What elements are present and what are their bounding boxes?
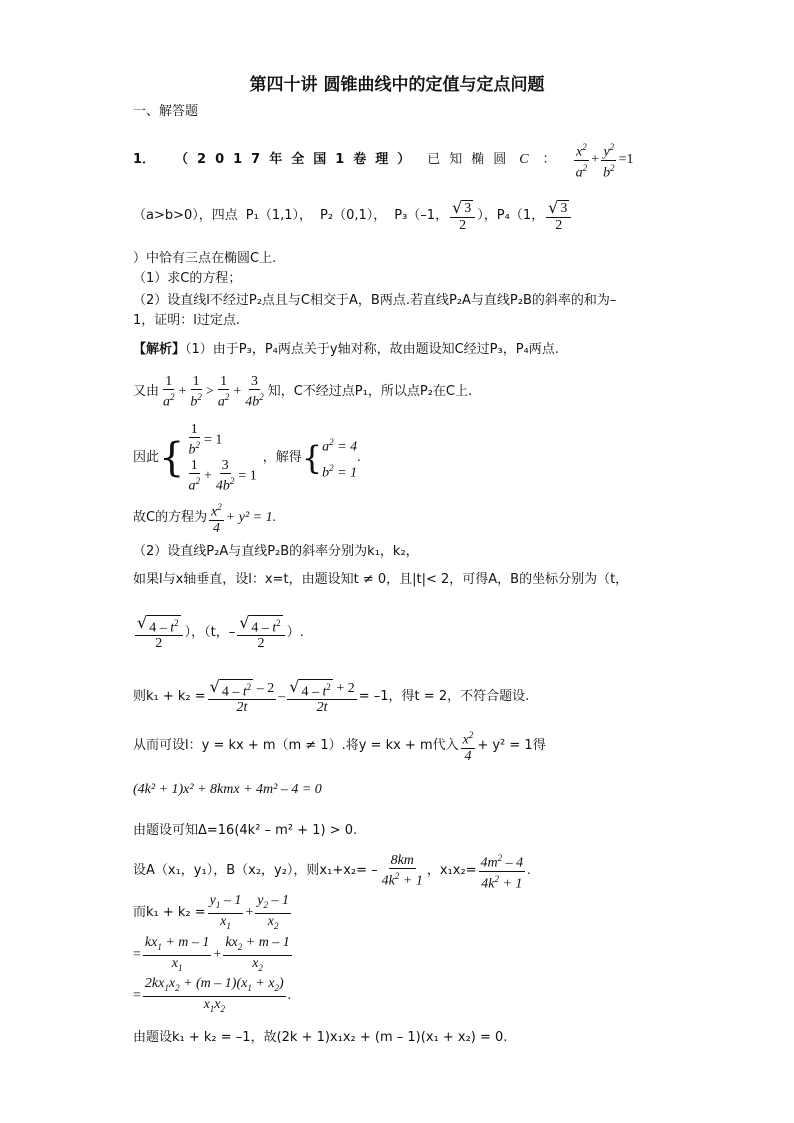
solution-line-5: （2）设直线P₂A与直线P₂B的斜率分别为k₁，k₂， [133, 544, 419, 559]
solution-line-9: 从而可设l：y = kx + m（m ≠ 1）.将y = kx + m代入 $\frac{x^2}{4}$ + y² = 1得 [133, 730, 546, 764]
fraction-x2-a2: $\frac{x^2}{a^2}$ [575, 141, 588, 181]
solution-head: 【解析】 [133, 342, 186, 357]
solution-line-3: 因此 { $\frac{1}{b^2}$ = 1 $\frac{1}{a^2}$ + $\frac{3}{4b^2}$ = 1 ，解得 { $a^2 = 4$ $b^2 = 1$ . [133, 422, 361, 494]
solution-line-4: 故C的方程为 $\frac{x^2}{4}$ + y² = 1. [133, 502, 277, 536]
problem-source: （2017年全国1卷理） [175, 152, 420, 167]
question-2b: 1，证明：l过定点. [133, 313, 241, 328]
problem-number: 1． [133, 152, 156, 167]
fraction-sqrt3-2-b: √ 3 2 [546, 200, 571, 233]
solution-line-12: 设A（x₁，y₁），B（x₂，y₂），则x₁+x₂= – $\frac{8km}{4k^2 + 1}$ ，x₁x₂= $\frac{4m^2 - 4}{4k^2 + 1}$ . [133, 852, 531, 892]
condition-text: （a>b>0），四点 [133, 208, 238, 223]
solution-line-16: 由题设k₁ + k₂ = –1，故(2k + 1)x₁x₂ + (m – 1)(x₁ + x₂) = 0. [133, 1030, 508, 1045]
solution-line-10: (4k² + 1)x² + 8kmx + 4m² – 4 = 0 [133, 782, 322, 797]
question-2a: （2）设直线l不经过P₂点且与C相交于A，B两点.若直线P₂A与直线P₂B的斜率的和为– [133, 293, 617, 308]
point-p2: P₂（0,1）， [320, 208, 387, 223]
problem-line-3: ）中恰有三点在椭圆C上. [133, 251, 277, 266]
question-1: （1）求C的方程； [133, 271, 242, 286]
solution-line-1: 【解析】（1）由于P₃，P₄两点关于y轴对称，故由题设知C经过P₃，P₄两点. [133, 342, 559, 357]
solution-line-11: 由题设可知Δ=16(4k² – m² + 1) > 0. [133, 823, 358, 838]
solution-line-7: √ $4 - t^2$ 2 ），（t，– √ $4 - t^2$ 2 ）. [137, 612, 304, 652]
solution-line-8: 则k₁ + k₂ = √ $4 - t^2$ – 2 2t – √ $4 - t^2$ + 2 2t = –1，得t = 2，不符合题设. [133, 676, 530, 716]
problem-line-2 [133, 196, 573, 236]
fraction-y2-b2: $\frac{y^2}{b^2}$ [603, 141, 615, 181]
solution-line-2: 又由 $\frac{1}{a^2}$ + $\frac{1}{b^2}$ > $\frac{1}{a^2}$ + $\frac{3}{4b^2}$ 知，C不经过点P₁，所以点P₂在C上. [133, 374, 473, 410]
ellipse-symbol: C [519, 152, 529, 167]
solution-line-13: 而k₁ + k₂ = $\frac{y_1 - 1}{x_1}$ + $\frac{y_2 - 1}{x_2}$ [133, 892, 290, 931]
equation-rhs: =1 [618, 152, 634, 167]
problem-intro: 已知椭圆 [427, 152, 516, 167]
point-p1: P₁（1,1）， [245, 208, 313, 223]
problem-line-1: 1． （2017年全国1卷理） 已知椭圆 C ： $\frac{x^2}{a^2}$ + $\frac{y^2}{b^2}$ =1 [133, 141, 634, 181]
colon: ： [542, 152, 556, 167]
solution-line-6: 如果l与x轴垂直，设l：x=t，由题设知t ≠ 0，且|t|< 2，可得A，B的坐标分别为（t， [133, 572, 629, 587]
solution-line-14: = $\frac{kx_1 + m - 1}{x_1}$ + $\frac{kx_2 + m - 1}{x_2}$ [133, 934, 290, 973]
solution-line-15: = $\frac{2kx_1x_2 + (m - 1)(x_1 + x_2)}{x_1x_2}$ . [133, 975, 292, 1014]
point-p3: P₃（–1， [394, 208, 449, 223]
fraction-sqrt3-2: √ 3 2 [450, 200, 475, 233]
page-title: 第四十讲 圆锥曲线中的定值与定点问题 [249, 75, 545, 95]
point-p4: ），P₄（1， [477, 208, 545, 223]
section-heading: 一、解答题 [133, 104, 199, 119]
